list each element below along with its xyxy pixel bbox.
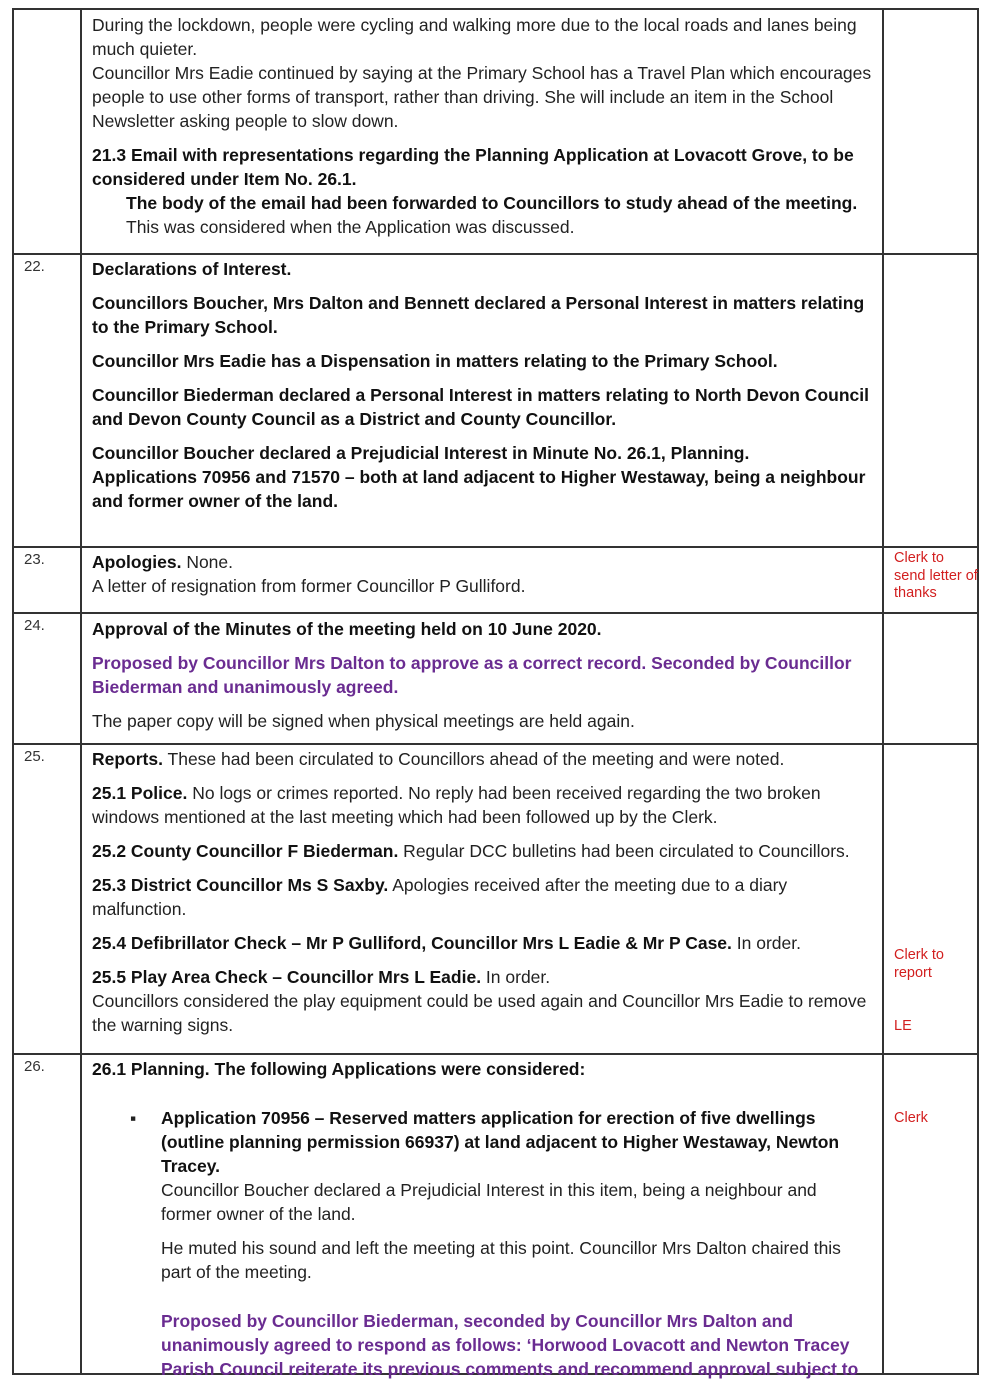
column-divider (882, 745, 884, 1053)
item-number: 21.3 (92, 145, 127, 165)
report-text: Regular DCC bulletins had been circulated to Councillors. (398, 841, 850, 861)
column-divider (80, 255, 82, 546)
report-item (92, 873, 872, 921)
report-text: In order. (481, 967, 551, 987)
action-note: LE (894, 1018, 912, 1034)
report-item (92, 781, 872, 829)
item-heading (92, 143, 872, 191)
action-note: Clerk to send letter of thanks (894, 550, 978, 601)
item-title: Approval of the Minutes of the meeting held on 10 June 2020. (92, 619, 602, 639)
row-22-content (92, 257, 872, 513)
paragraph: He muted his sound and left the meeting at this point. Councillor Mrs Dalton chaired this part of the meeting. (161, 1238, 841, 1282)
item-title-rest: These had been circulated to Councillors ahead of the meeting and were noted. (162, 749, 785, 769)
minutes-row-25 (14, 745, 977, 1055)
report-item (92, 839, 872, 863)
column-divider (80, 614, 82, 743)
column-divider (80, 1055, 82, 1373)
proposal: Proposed by Councillor Biederman, seconded by Councillor Mrs Dalton and unanimously agreed to respond as follows: ‘Horwood Lovacott and Newton Tracey Parish Council reiterate its previous comments and recommend approval subject to (161, 1311, 859, 1379)
minutes-row-22 (14, 255, 977, 548)
row-25-content (92, 747, 872, 1037)
column-divider (882, 1055, 884, 1373)
column-divider (882, 10, 884, 253)
item-heading-text: Email with representations regarding the Planning Application at Lovacott Grove, to be considered under Item No. 26.1. (92, 145, 854, 189)
item-number: 23. (24, 551, 45, 568)
item-title: 26.1 Planning. The following Applications were considered: (92, 1059, 586, 1079)
column-divider (80, 10, 82, 253)
declaration: Councillors Boucher, Mrs Dalton and Bennett declared a Personal Interest in matters relating to the Primary School. (92, 293, 865, 337)
report-text: No logs or crimes reported. No reply had been received regarding the two broken windows mentioned at the last meeting which had been followed up by the Clerk. (92, 783, 821, 827)
paragraph (92, 747, 872, 771)
paragraph: Councillor Mrs Eadie continued by saying at the Primary School has a Travel Plan which encourages people to use other forms of transport, rather than driving. She will include an item in the School Newsletter asking people to slow down. (92, 63, 872, 131)
paragraph (92, 550, 872, 574)
declaration: Councillor Boucher declared a Prejudicial Interest in Minute No. 26.1, Planning. (92, 443, 750, 463)
item-title-rest: None. (181, 552, 234, 572)
report-text: In order. (731, 933, 801, 953)
application-title: Application 70956 – Reserved matters application for erection of five dwellings (outline planning permission 66937) at land adjacent to Higher Westaway, Newton Tracey. (161, 1108, 840, 1176)
paragraph: A letter of resignation from former Councillor P Gulliford. (92, 576, 526, 596)
item-number: 22. (24, 258, 45, 275)
minutes-row-26 (14, 1055, 977, 1379)
item-title: Apologies. (92, 552, 182, 572)
paragraph: Councillors considered the play equipment could be used again and Councillor Mrs Eadie to remove the warning signs. (92, 991, 867, 1035)
item-number: 25. (24, 748, 45, 765)
paragraph-bold: The body of the email had been forwarded to Councillors to study ahead of the meeting. (126, 193, 858, 213)
column-divider (882, 255, 884, 546)
action-note: Clerk (894, 1110, 928, 1126)
column-divider (882, 614, 884, 743)
item-number: 26. (24, 1058, 45, 1075)
minutes-row-23 (14, 548, 977, 614)
declaration: Applications 70956 and 71570 – both at land adjacent to Higher Westaway, being a neighbour and former owner of the land. (92, 467, 866, 511)
report-title: 25.4 Defibrillator Check – Mr P Gulliford, Councillor Mrs L Eadie & Mr P Case. (92, 933, 732, 953)
minutes-row-21-continued (14, 10, 977, 255)
proposal: Proposed by Councillor Mrs Dalton to approve as a correct record. Seconded by Councillor Biederman and unanimously agreed. (92, 653, 852, 697)
row-23-content (92, 550, 872, 598)
row-26-content (92, 1057, 872, 1381)
item-title: Declarations of Interest. (92, 259, 292, 279)
paragraph: Councillor Boucher declared a Prejudicial Interest in this item, being a neighbour and former owner of the land. (161, 1180, 817, 1224)
paragraph: This was considered when the Application was discussed. (126, 217, 575, 237)
item-title: Reports. (92, 749, 163, 769)
declaration: Councillor Biederman declared a Personal Interest in matters relating to North Devon Council and Devon County Council as a District and County Councillor. (92, 385, 869, 429)
report-title: 25.2 County Councillor F Biederman. (92, 841, 399, 861)
report-text: Apologies received after the meeting due to a diary malfunction. (92, 875, 788, 919)
report-title: 25.1 Police. (92, 783, 188, 803)
declaration: Councillor Mrs Eadie has a Dispensation in matters relating to the Primary School. (92, 351, 778, 371)
application-item (92, 1106, 872, 1381)
column-divider (80, 745, 82, 1053)
bullet-icon: ▪ (130, 1108, 137, 1128)
paragraph: During the lockdown, people were cycling and walking more due to the local roads and lanes being much quieter. (92, 15, 857, 59)
action-note: Clerk to report (894, 947, 944, 981)
minutes-row-24 (14, 614, 977, 745)
column-divider (80, 548, 82, 612)
row-24-content (92, 617, 872, 733)
column-divider (882, 548, 884, 612)
paragraph: The paper copy will be signed when physical meetings are held again. (92, 711, 635, 731)
minutes-table (12, 8, 979, 1379)
item-number: 24. (24, 617, 45, 634)
report-title: 25.3 District Councillor Ms S Saxby. (92, 875, 389, 895)
report-title: 25.5 Play Area Check – Councillor Mrs L Eadie. (92, 967, 482, 987)
row-21-content (92, 13, 872, 239)
report-item (92, 965, 872, 989)
report-item (92, 931, 872, 955)
